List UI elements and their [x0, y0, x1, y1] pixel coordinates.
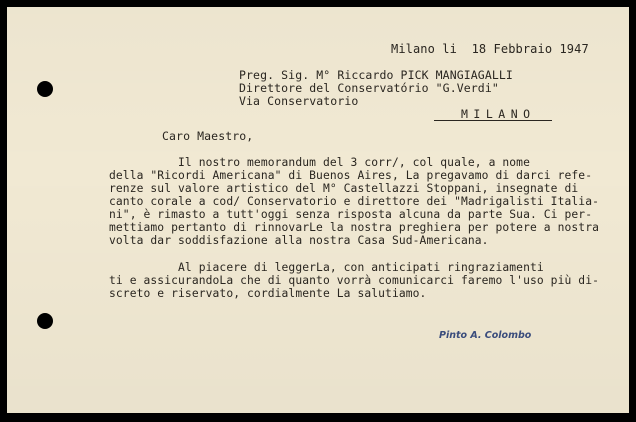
body-line: renze sul valore artistico del M° Castellazzi Stoppani, insegnate di: [109, 182, 579, 195]
punch-hole: [37, 313, 53, 329]
letter-page: [7, 7, 629, 413]
body-line: screto e riservato, cordialmente La salutiamo.: [109, 287, 427, 300]
recipient-city: MILANO: [461, 107, 536, 121]
body-line: Il nostro memorandum del 3 corr/, col quale, a nome: [109, 156, 530, 169]
city-underline: [434, 120, 552, 121]
letter-date: Milano li 18 Febbraio 1947: [391, 42, 589, 56]
body-line: volta dar soddisfazione alla nostra Casa Sud-Americana.: [109, 234, 489, 247]
body-line: ti e assicurandoLa che di quanto vorrà comunicarci faremo l'uso più di-: [109, 274, 599, 287]
body-line: della "Ricordi Americana" di Buenos Aires, La pregavamo di darci refe-: [109, 169, 593, 182]
recipient-title: Direttore del Conservatório "G.Verdi": [239, 81, 499, 95]
body-line: ni", è rimasto a tutt'oggi senza risposta alcuna da parte Sua. Ci per-: [109, 208, 593, 221]
recipient-name: Preg. Sig. M° Riccardo PICK MANGIAGALLI: [239, 68, 513, 82]
body-line: mettiamo pertanto di rinnovarLe la nostra preghiera per potere a nostra: [109, 221, 599, 234]
signature-stamp: Pinto A. Colombo: [439, 330, 532, 341]
punch-hole: [37, 81, 53, 97]
body-line: Al piacere di leggerLa, con anticipati ringraziamenti: [109, 261, 544, 274]
recipient-street: Via Conservatorio: [239, 94, 359, 108]
salutation: Caro Maestro,: [162, 129, 254, 143]
body-line: canto corale a cod/ Conservatorio e direttore dei "Madrigalisti Italia-: [109, 195, 599, 208]
